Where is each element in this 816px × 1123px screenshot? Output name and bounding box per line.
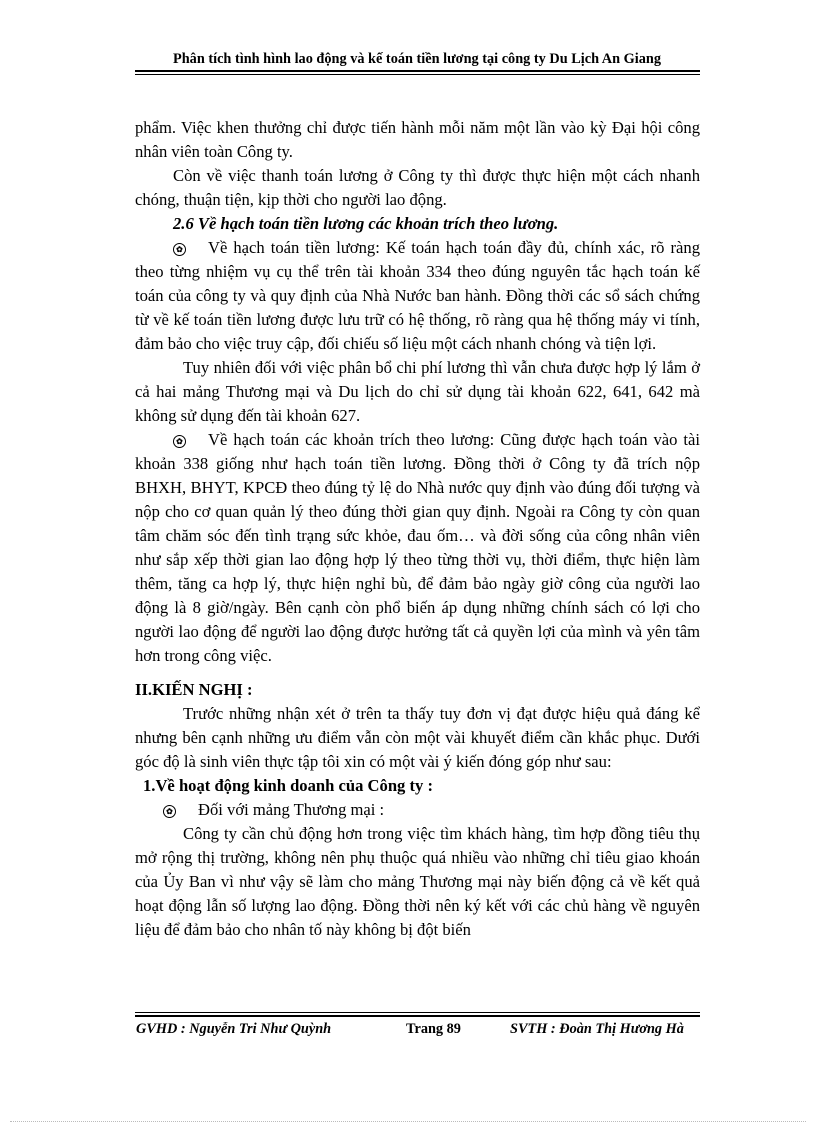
subsection-heading-1: 1.Về hoạt động kinh doanh của Công ty : bbox=[143, 776, 434, 795]
paragraph-4: Trước những nhận xét ở trên ta thấy tuy đơn vị đạt được hiệu quả đáng kể nhưng bên cạnh những ưu điểm vẫn còn một vài khuyết điểm cần khắc phục. Dưới góc độ là sinh viên thực tập tôi xin có một vài ý kiến đóng góp như sau: bbox=[135, 704, 700, 771]
bullet-paragraph-1 bbox=[135, 236, 700, 356]
footer-student: SVTH : Đoàn Thị Hương Hà bbox=[510, 1021, 684, 1037]
bullet-paragraph-3 bbox=[135, 798, 700, 822]
flower-bullet-icon: ✿ bbox=[173, 435, 186, 448]
section-heading-II: II.KIẾN NGHỊ : bbox=[135, 680, 253, 699]
footer-rule-thin bbox=[135, 1012, 700, 1013]
footer-advisor: GVHD : Nguyễn Tri Như Quỳnh bbox=[136, 1021, 332, 1037]
footer-page-number: Trang 89 bbox=[406, 1021, 461, 1037]
footer-rule bbox=[135, 1015, 700, 1017]
paragraph-1: phẩm. Việc khen thưởng chỉ được tiến hành mỗi năm một lần vào kỳ Đại hội công nhân viên toàn Công ty. bbox=[135, 118, 700, 161]
bullet-text-2: Về hạch toán các khoản trích theo lương: Cũng được hạch toán vào tài khoản 338 giống như hạch toán tiền lương. Đồng thời ở Công ty đã trích nộp BHXH, BHYT, KPCĐ theo đúng tỷ lệ do Nhà nước quy định vào đúng đối tượng và nộp cho cơ quan quản lý theo đúng thời gian quy định. Ngoài ra Công ty còn quan tâm chăm sóc đến tình trạng sức khỏe, đau ốm… và đời sống của công nhân viên như sắp xếp thời gian lao động hợp lý theo từng thời vụ, thời điểm, thực hiện làm thêm, tăng ca hợp lý, thực hiện nghỉ bù, để đảm bảo ngày giờ công của người lao động là 8 giờ/ngày. Bên cạnh còn phổ biến áp dụng những chính sách có lợi cho người lao động để người lao động được hưởng tất cả quyền lợi của mình và yên tâm hơn trong công việc. bbox=[135, 430, 700, 665]
page-edge-dotted-line bbox=[10, 1121, 806, 1122]
paragraph-3: Tuy nhiên đối với việc phân bổ chi phí lương thì vẫn chưa được hợp lý lắm ở cả hai mảng Thương mại và Du lịch do chỉ sử dụng tài khoản 622, 641, 642 mà không sử dụng đến tài khoản 627. bbox=[135, 358, 700, 425]
flower-bullet-icon: ✿ bbox=[173, 243, 186, 256]
section-heading-2-6: 2.6 Về hạch toán tiền lương các khoản trích theo lương. bbox=[173, 214, 559, 233]
bullet-paragraph-2 bbox=[135, 428, 700, 668]
flower-bullet-icon: ✿ bbox=[163, 805, 176, 818]
bullet-text-1: Về hạch toán tiền lương: Kế toán hạch toán đầy đủ, chính xác, rõ ràng theo từng nhiệm vụ cụ thể trên tài khoản 334 theo đúng nguyên tắc hạch toán kế toán của công ty và quy định của Nhà Nước ban hành. Đồng thời các sổ sách chứng từ về kế toán tiền lương được lưu trữ có hệ thống, rõ ràng qua hệ thống máy vi tính, đảm bảo cho việc truy cập, đối chiếu số liệu một cách nhanh chóng và tiện lợi. bbox=[135, 238, 700, 353]
paragraph-5: Công ty cần chủ động hơn trong việc tìm khách hàng, tìm hợp đồng tiêu thụ mở rộng thị trường, không nên phụ thuộc quá nhiều vào những chỉ tiêu giao khoán của Ủy Ban vì như vậy sẽ làm cho mảng Thương mại này biến động cả về kết quả hoạt động lẫn số lượng lao động. Đồng thời nên ký kết với các chủ hàng về nguyên liệu để đảm bảo cho nhân tố này không bị đột biến bbox=[135, 824, 700, 939]
page-body bbox=[135, 116, 700, 942]
page-header-title: Phân tích tình hình lao động và kế toán tiền lương tại công ty Du Lịch An Giang bbox=[173, 51, 661, 67]
header-rule bbox=[135, 70, 700, 72]
header-rule-thin bbox=[135, 74, 700, 75]
paragraph-2: Còn về việc thanh toán lương ở Công ty thì được thực hiện một cách nhanh chóng, thuận tiện, kịp thời cho người lao động. bbox=[135, 166, 700, 209]
bullet-text-3: Đối với mảng Thương mại : bbox=[198, 800, 385, 819]
